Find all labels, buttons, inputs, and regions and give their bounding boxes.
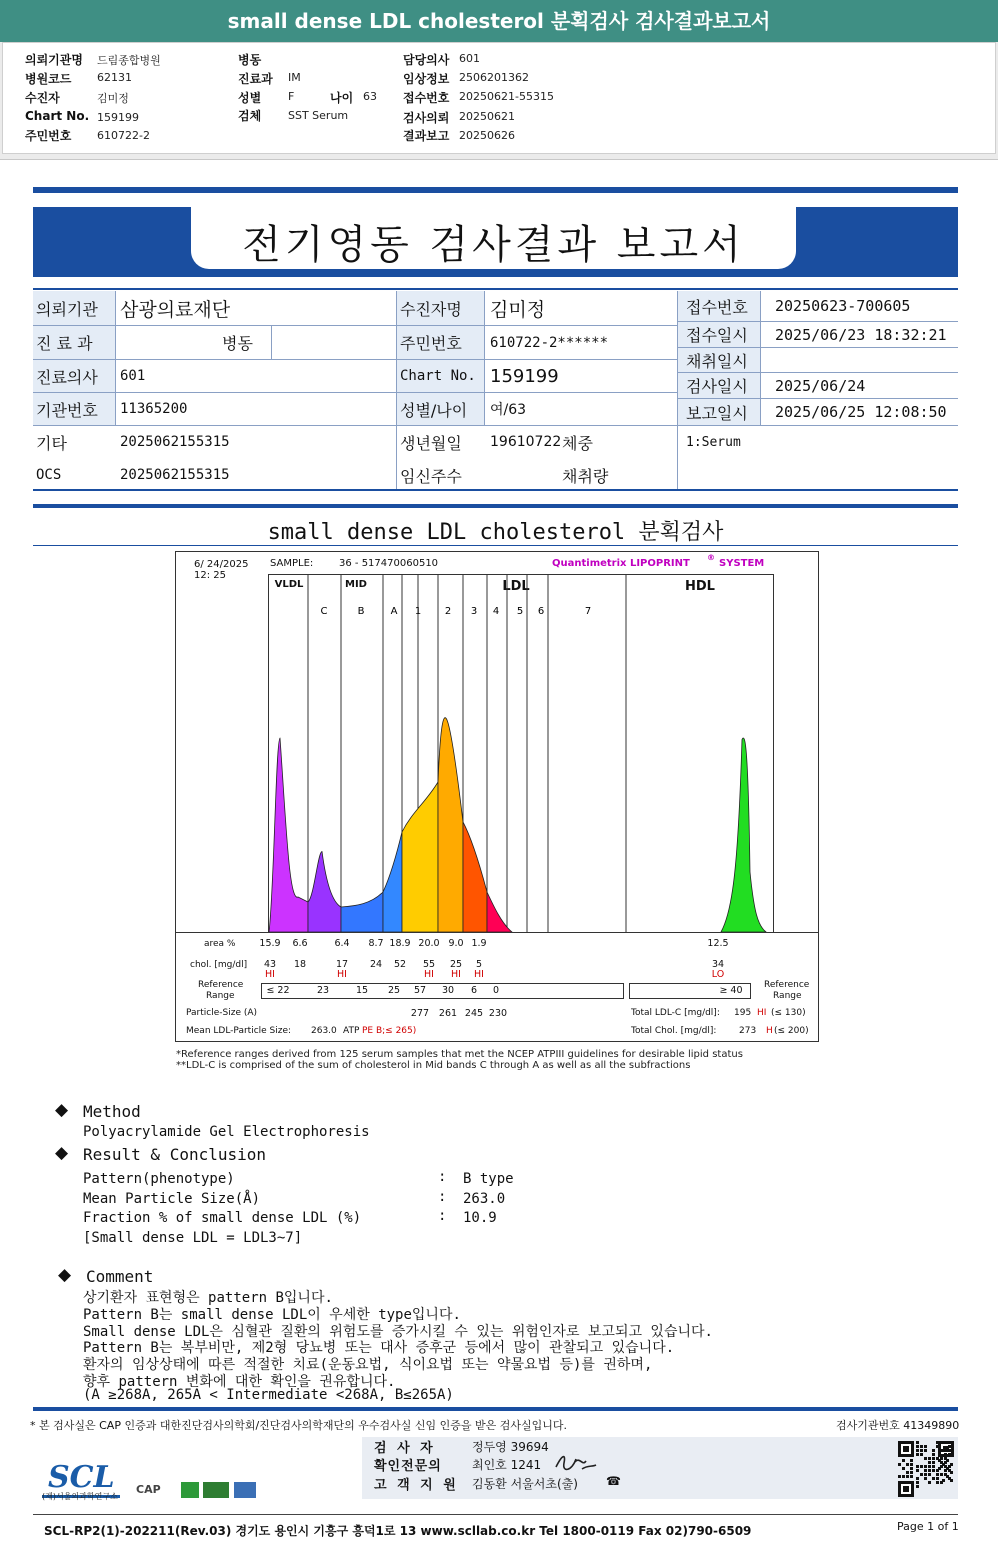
chart2: 159199 [490,365,559,387]
chart-no: 159199 [97,111,139,124]
lipoprint-chart [175,551,819,1042]
qr-module [932,1477,935,1480]
label-result-report: 결과보고 [403,129,450,143]
qr-module [916,1441,919,1444]
label-doctor2: 진료의사 [36,367,98,387]
accreditation-logo [203,1482,229,1498]
label-collect-dt: 채취일시 [686,351,748,371]
label-receipt-no: 접수번호 [403,91,450,105]
specimen-type: 1:Serum [686,434,741,450]
qr-module [898,1463,901,1466]
flag-value: LO [711,969,725,980]
qr-module [928,1473,931,1476]
scl-logo: SCL [48,1460,115,1495]
chol-value: 5 [475,959,483,970]
chart-time: 12: 25 [194,570,226,581]
atp-pattern: PE B;≤ 265) [362,1026,417,1036]
band-label-B: B [357,606,365,617]
label-test-request: 검사의뢰 [403,111,450,125]
total-ldl-ref: (≤ 130) [771,1008,806,1018]
ref-value: 57 [413,985,427,996]
row-label-ref2: Range [206,991,235,1001]
comment-line: 향후 pattern 변화에 대한 확인을 권유합니다. [83,1374,396,1390]
band-label-2: 2 [444,606,452,617]
ref-value: 25 [387,985,401,996]
qr-module [924,1473,927,1476]
flag-value: HI [424,969,434,980]
qr-module [932,1469,935,1472]
label-dept: 진 료 과 [36,334,93,353]
total-chol-label: Total Chol. [mg/dl]: [631,1026,717,1036]
ref-right: Reference [764,980,810,990]
area-value: 1.9 [471,938,487,949]
phone-icon: ☎ [606,1474,621,1488]
label-receipt-no2: 접수번호 [686,297,748,317]
qr-module [944,1453,947,1456]
support-label: 고 객 지 원 [374,1478,459,1493]
label-clinical-info: 임상정보 [403,72,450,86]
row-label-area: area % [204,939,236,949]
label-volume: 채취량 [562,466,609,486]
qr-module [906,1463,909,1466]
specimen: SST Serum [288,109,349,122]
label-patient: 수진자 [25,91,60,105]
label-weight: 체중 [562,433,593,453]
qr-module [920,1449,923,1452]
specialist: 최인호 1241 [472,1458,542,1472]
brand-suffix: SYSTEM [719,558,765,569]
comment-line: Pattern B는 복부비만, 제2형 당뇨병 또는 대사 증후군 등에서 많이 관찰되고 있습니다. [83,1340,675,1356]
label-specimen: 검체 [238,109,262,123]
tester-label: 검 사 자 [374,1441,436,1456]
cap-logo: CAP [136,1483,161,1496]
qr-module [928,1465,931,1468]
qr-module [916,1485,919,1488]
comment-line: 상기환자 표현형은 pattern B입니다. [83,1290,333,1306]
ref-value: 23 [316,985,330,996]
row-label-ref: Reference [198,980,244,990]
ref-value: 15 [355,985,369,996]
result-pattern-value: B type [463,1171,514,1187]
label-birth: 생년월일 [400,433,462,453]
qr-module [924,1457,927,1460]
qr-module [920,1453,923,1456]
bullet-icon: ◆ [55,1143,69,1163]
qr-module [936,1481,939,1484]
qr-module [950,1471,953,1474]
qr-module [898,1475,901,1478]
particle-value: 245 [464,1008,484,1019]
qr-module [924,1445,927,1448]
result-size-value: 263.0 [463,1191,506,1207]
section-title: small dense LDL cholesterol 분획검사 [267,520,724,545]
sexage: 여/63 [490,402,527,418]
chol-value: 24 [369,959,383,970]
receipt-no2: 20250623-700605 [775,297,911,315]
particle-value: 261 [438,1008,458,1019]
area-value: 6.4 [334,938,350,949]
flag-value: HI [474,969,484,980]
chol-value: 34 [711,959,725,970]
page-number: Page 1 of 1 [897,1520,959,1533]
qr-module [936,1473,939,1476]
colon: : [438,1169,447,1185]
bullet-icon: ◆ [55,1100,69,1120]
section-rule-top [33,504,958,508]
qr-module [910,1463,913,1466]
area-value: 9.0 [448,938,464,949]
area-value: 20.0 [418,938,440,949]
qr-code-icon [898,1441,954,1497]
qr-module [948,1449,951,1452]
qr-module [916,1469,919,1472]
test-request-date: 20250621 [459,110,515,123]
qr-module [924,1449,927,1452]
qr-module [932,1457,935,1460]
inst-no: 11365200 [120,401,188,417]
result-size-label: Mean Particle Size(Å) [83,1191,261,1207]
group-mid: MID [345,579,367,590]
method-heading: Method [83,1102,141,1121]
band-label-7: 7 [584,606,592,617]
result-note: [Small dense LDL = LDL3~7] [83,1230,303,1246]
qr-module [902,1459,905,1462]
footer-rule [33,1407,958,1411]
qr-module [948,1445,951,1448]
receipt-dt: 2025/06/23 18:32:21 [775,325,947,344]
band-label-4: 4 [492,606,500,617]
label-doctor: 담당의사 [403,53,450,67]
qr-module [916,1449,919,1452]
rrn: 610722-2****** [490,334,609,351]
qr-module [938,1467,941,1470]
qr-module [924,1477,927,1480]
age: 63 [363,90,377,103]
receipt-no: 20250621-55315 [459,90,554,103]
area-value: 18.9 [389,938,411,949]
label-receipt-dt: 접수일시 [686,326,748,345]
qr-module [902,1467,905,1470]
grid-top-rule [33,288,958,290]
group-hdl: HDL [685,579,715,594]
label-chart-no: Chart No. [25,109,90,123]
ocs: 2025062155315 [120,467,230,483]
particle-value: 230 [488,1008,508,1019]
qr-module [950,1463,953,1466]
top-rule [33,187,958,193]
qr-module [906,1471,909,1474]
ref-value: 6 [470,985,478,996]
report-title: 전기영동 검사결과 보고서 [242,222,745,268]
colon: : [438,1189,447,1205]
report-header-title: small dense LDL cholesterol 분획검사 검사결과보고서 [0,0,998,42]
row-label-chol: chol. [mg/dl] [190,960,248,970]
band-label-5: 5 [516,606,524,617]
hospital-code: 62131 [97,71,132,84]
qr-module [938,1459,941,1462]
colon: : [438,1208,447,1224]
band-label-A: A [390,606,398,617]
row-label-mean: Mean LDL-Particle Size: [186,1026,292,1036]
qr-module [916,1453,919,1456]
label-requesting-institution: 의뢰기관명 [25,53,83,67]
inst-number: 검사기관번호 41349890 [836,1419,960,1432]
tester: 정두영 39694 [472,1440,549,1454]
patient-name: 김미정 [97,92,129,105]
qr-module [932,1449,935,1452]
particle-value: 277 [410,1008,430,1019]
qr-module [916,1465,919,1468]
chart-date: 6/ 24/2025 [194,559,249,570]
qr-module [936,1441,939,1444]
qr-module [932,1465,935,1468]
qr-module [910,1471,913,1474]
chol-value: 55 [422,959,436,970]
flag-value: HI [337,969,347,980]
qr-module [946,1467,949,1470]
comment-line: Pattern B는 small dense LDL이 우세한 type입니다. [83,1307,461,1323]
mean-value: 263.0 [311,1026,337,1036]
comment-line: 환자의 임상상태에 따른 적절한 치료(운동요법, 식이요법 또는 약물요법 등)를 권하며, [83,1357,653,1373]
method-text: Polyacrylamide Gel Electrophoresis [83,1124,370,1140]
label-inst-no: 기관번호 [36,400,98,420]
qr-module [924,1469,927,1472]
ref-value: ≤ 22 [266,985,290,996]
total-ldl-label: Total LDL-C [mg/dl]: [631,1008,720,1018]
label-pregnancy: 임신주수 [400,466,462,486]
accreditation-logo [181,1482,199,1498]
qr-module [940,1449,943,1452]
qr-module [903,1446,909,1452]
atp-prefix: ATP [343,1026,360,1036]
chol-value: 43 [263,959,277,970]
group-ldl: LDL [502,579,530,594]
qr-module [932,1453,935,1456]
bottom-rule [33,1514,958,1515]
hdl-ref-value: ≥ 40 [719,985,743,996]
total-chol: 273 [739,1026,757,1036]
label-resident-no: 주민번호 [25,129,72,143]
bullet-icon: ◆ [58,1265,72,1285]
ref-value: 30 [441,985,455,996]
chol-value: 17 [335,959,349,970]
area-value: 15.9 [259,938,281,949]
ref-value: 0 [492,985,500,996]
etc: 2025062155315 [120,434,230,450]
label-department: 진료과 [238,72,273,86]
ward-value: 병동 [222,334,253,353]
qr-module [928,1469,931,1472]
result-pattern-label: Pattern(phenotype) [83,1171,235,1187]
test-dt: 2025/06/24 [775,376,866,395]
chol-value: 52 [393,959,407,970]
flag-value: HI [451,969,461,980]
label-sex: 성별 [238,91,262,105]
band-label-1: 1 [414,606,422,617]
label-age: 나이 [330,91,354,105]
qr-module [906,1475,909,1478]
section-rule-bottom [33,545,958,546]
report-dt: 2025/06/25 12:08:50 [775,403,947,421]
footnote-1: *Reference ranges derived from 125 serum samples that met the NCEP ATPIII guidelines for desirable lipid status [176,1049,743,1060]
qr-module [928,1457,931,1460]
qr-module [946,1475,949,1478]
qr-module [928,1481,931,1484]
label-hospital-code: 병원코드 [25,72,72,86]
label-etc: 기타 [36,433,67,453]
flag-value: HI [265,969,275,980]
qr-module [936,1445,939,1448]
qr-module [916,1445,919,1448]
qr-module [928,1461,931,1464]
total-ldl: 195 [734,1008,752,1018]
requesting-institution: 드림종합병원 [97,54,161,67]
sample-label: SAMPLE: [270,558,314,569]
label-ward: 병동 [238,53,262,67]
label-ocs: OCS [36,467,62,483]
specialist-label: 확인전문의 [374,1459,442,1474]
bottom-address: SCL-RP2(1)-202211(Rev.03) 경기도 용인시 기흥구 흥덕1로 13 www.scllab.co.kr Tel 1800-0119 Fax 02)790-6509 [44,1524,752,1538]
brand-name: Quantimetrix LIPOPRINT [552,558,690,569]
row-label-particle: Particle-Size (A) [186,1008,258,1018]
label-institution: 의뢰기관 [36,299,98,319]
label-chart2: Chart No. [400,368,476,384]
cert-note: * 본 검사실은 CAP 인증과 대한진단검사의학회/진단검사의학재단의 우수검사실 신임 인증을 받은 검사실입니다. [30,1419,568,1432]
qr-module [910,1459,913,1462]
sample-value: 36 - 517470060510 [339,558,439,569]
band-label-6: 6 [537,606,545,617]
total-chol-ref: (≤ 200) [774,1026,809,1036]
label-test-dt: 검사일시 [686,377,748,396]
doctor2: 601 [120,368,146,384]
qr-module [910,1475,913,1478]
result-fraction-label: Fraction % of small dense LDL (%) [83,1210,362,1226]
result-heading: Result & Conclusion [83,1145,267,1164]
qr-module [942,1463,945,1466]
chol-value: 25 [449,959,463,970]
qr-module [924,1465,927,1468]
chol-value: 18 [293,959,307,970]
qr-module [948,1453,951,1456]
qr-module [902,1475,905,1478]
band-label-C: C [320,606,328,617]
support: 김동환 서울서초(출) [472,1477,578,1491]
qr-module [946,1459,949,1462]
accreditation-logo [234,1482,256,1498]
resident-no: 610722-2 [97,129,150,142]
patient-name2: 김미정 [490,298,546,321]
ref-right2: Range [773,991,802,1001]
qr-module [920,1445,923,1448]
sex: F [288,90,295,103]
signature-image [552,1449,598,1475]
department: IM [288,71,301,84]
comment-line: Small dense LDL은 심혈관 질환의 위험도를 증가시킬 수 있는 위험인자로 보고되고 있습니다. [83,1324,713,1340]
qr-module [916,1477,919,1480]
comment-heading: Comment [86,1267,154,1286]
total-chol-flag: H [766,1026,773,1036]
result-fraction-value: 10.9 [463,1210,497,1226]
label-rrn: 주민번호 [400,334,462,353]
doctor: 601 [459,52,480,65]
scl-logo-sub: (재)서울의과학연구소 [42,1492,118,1501]
birth: 19610722 [490,434,562,450]
total-ldl-flag: HI [757,1008,767,1018]
qr-module [950,1479,953,1482]
result-report-date: 20250626 [459,129,515,142]
footnote-2: **LDL-C is comprised of the sum of cholesterol in Mid bands C through A as well as all the subfractions [176,1060,691,1071]
clinical-info: 2506201362 [459,71,529,84]
area-value: 12.5 [707,938,729,949]
qr-module [942,1479,945,1482]
group-vldl: VLDL [274,579,304,590]
qr-module [932,1461,935,1464]
area-value: 8.7 [368,938,384,949]
qr-module [916,1481,919,1484]
comment-line: (A ≥268A, 265A < Intermediate <268A, B≤265A) [83,1387,454,1403]
qr-module [920,1473,923,1476]
qr-module [944,1449,947,1452]
order-info-panel [0,42,998,160]
qr-module [936,1477,939,1480]
label-patient-name: 수진자명 [400,299,462,319]
brand-mark: ® [707,553,715,562]
qr-module [903,1486,909,1492]
label-sexage: 성별/나이 [400,400,468,420]
report-banner [33,207,958,277]
area-value: 6.6 [292,938,308,949]
qr-module [920,1465,923,1468]
qr-module [940,1473,943,1476]
institution: 삼광의료재단 [120,298,231,321]
label-report-dt: 보고일시 [686,403,748,423]
band-label-3: 3 [470,606,478,617]
qr-module [910,1467,913,1470]
